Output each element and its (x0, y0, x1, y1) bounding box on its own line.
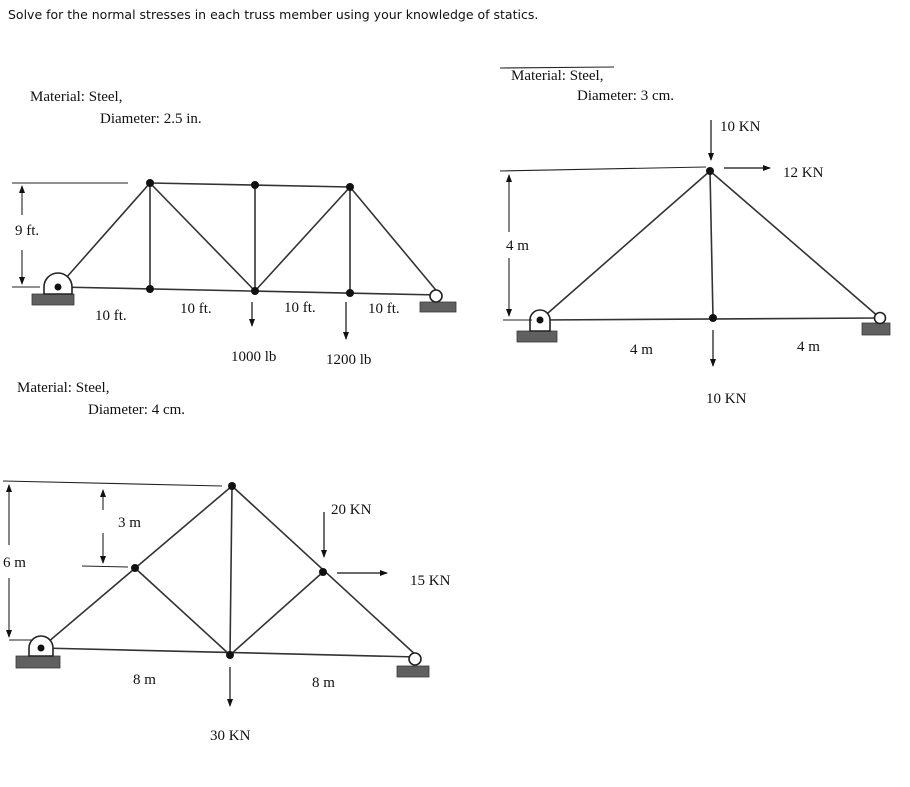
truss2-top-load: 10 KN (720, 119, 761, 135)
truss2-span-1: 4 m (630, 342, 653, 358)
truss2-members (540, 171, 880, 320)
truss3-joints (131, 482, 327, 659)
truss3-half-height-dimension (82, 490, 141, 567)
truss1-roller-support (420, 290, 456, 312)
truss2-roller-support (862, 313, 890, 336)
truss2-span-2: 4 m (797, 339, 820, 355)
truss3-vertical-load: 20 KN (331, 502, 372, 518)
truss-2 (500, 67, 890, 407)
truss2-bottom-load: 10 KN (706, 391, 747, 407)
truss1-height-label: 9 ft. (15, 223, 40, 239)
truss1-span-2: 10 ft. (180, 301, 212, 317)
truss3-height-dimension (3, 481, 222, 640)
truss1-diameter: Diameter: 2.5 in. (100, 111, 202, 127)
truss3-horizontal-load: 15 KN (410, 573, 451, 589)
truss1-span-4: 10 ft. (368, 301, 400, 317)
truss3-diameter: Diameter: 4 cm. (88, 402, 186, 418)
truss2-height-label: 4 m (506, 238, 529, 254)
truss3-span-1: 8 m (133, 672, 156, 688)
truss2-diameter: Diameter: 3 cm. (577, 88, 675, 104)
truss1-members (58, 183, 440, 295)
truss3-span-2: 8 m (312, 675, 335, 691)
truss-3 (3, 380, 451, 744)
truss3-material: Material: Steel, (17, 380, 110, 396)
truss2-material: Material: Steel, (511, 68, 604, 84)
truss3-height-label: 6 m (3, 555, 26, 571)
truss2-pin-support (517, 310, 557, 342)
truss1-material: Material: Steel, (30, 89, 123, 105)
truss-1 (12, 89, 456, 368)
truss1-height-dimension (12, 183, 128, 287)
truss3-half-height-label: 3 m (118, 515, 141, 531)
truss1-joints (146, 179, 354, 297)
truss2-height-dimension (500, 167, 706, 320)
truss3-bottom-load: 30 KN (210, 728, 251, 744)
truss1-span-1: 10 ft. (95, 308, 127, 324)
truss1-pin-support (32, 273, 74, 305)
truss1-load-2: 1200 lb (326, 352, 372, 368)
truss1-load-1: 1000 lb (231, 349, 277, 365)
truss1-span-3: 10 ft. (284, 300, 316, 316)
problem-statement: Solve for the normal stresses in each truss member using your knowledge of statics. (8, 7, 539, 22)
truss2-horizontal-load: 12 KN (783, 165, 824, 181)
truss3-pin-support (16, 636, 60, 668)
